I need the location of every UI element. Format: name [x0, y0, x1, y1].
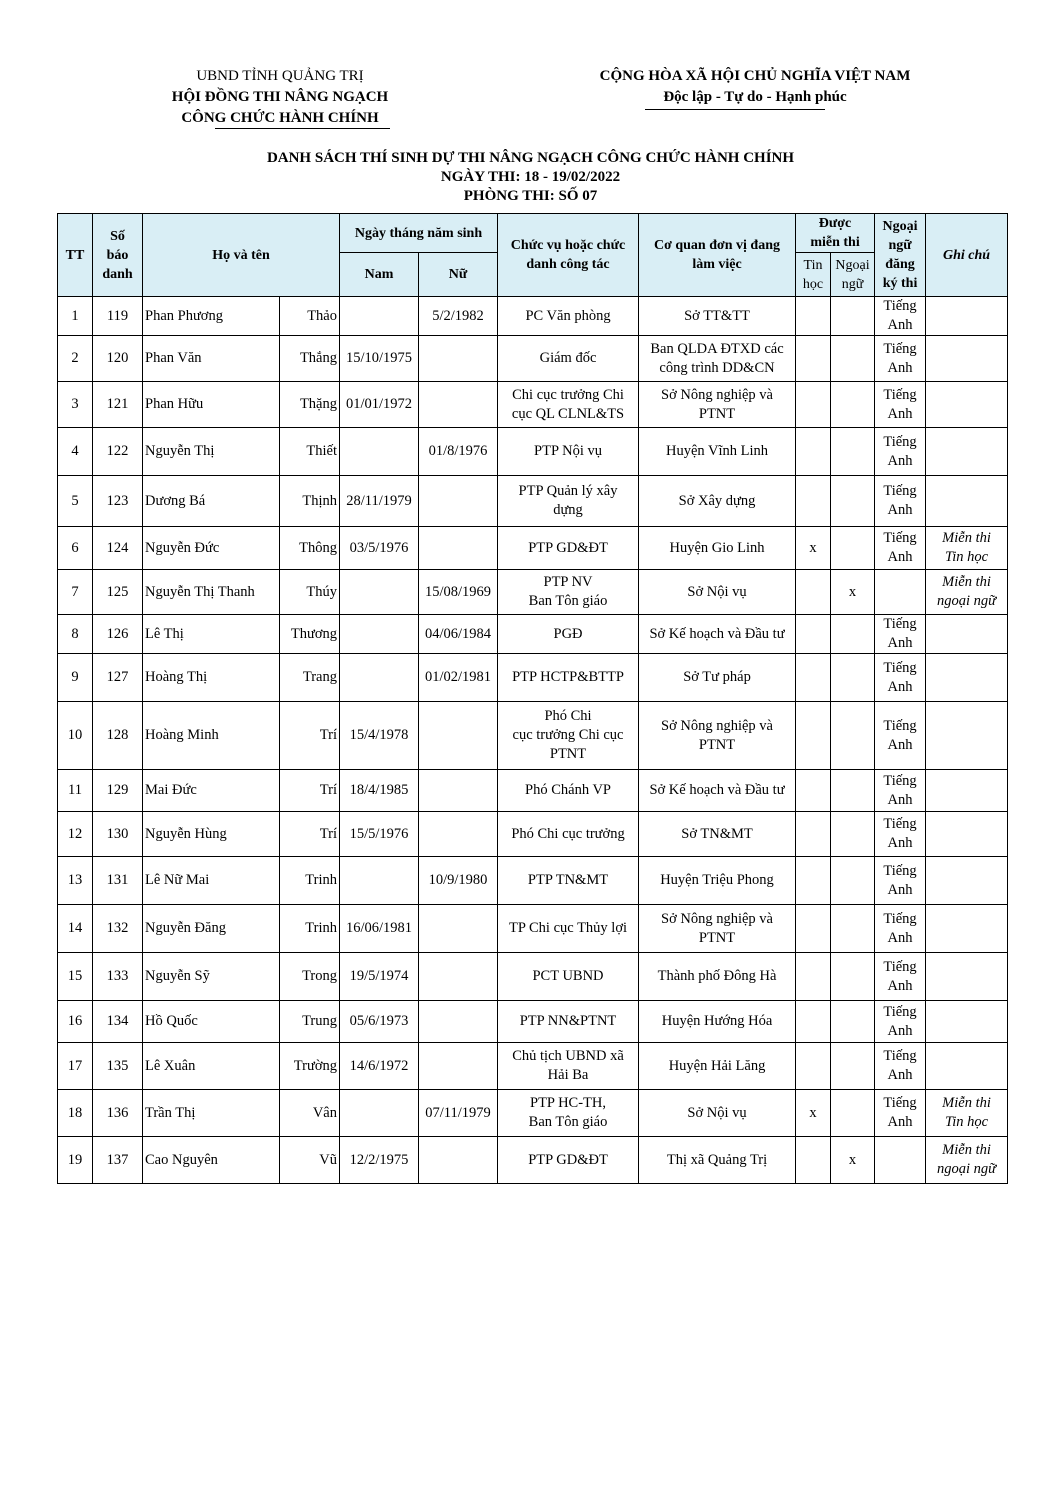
- row-given-name: Trang: [280, 654, 340, 702]
- table-row: [58, 382, 1008, 428]
- row-foreign-lang: Tiếng Anh: [875, 1090, 926, 1137]
- row-sbd: 124: [93, 527, 143, 570]
- col-dob: Ngày tháng năm sinh: [340, 214, 498, 253]
- row-foreign-lang: Tiếng Anh: [875, 905, 926, 953]
- row-exempt-it: x: [796, 527, 831, 570]
- row-note: [926, 428, 1008, 476]
- row-position: PTP GD&ĐT: [498, 1137, 639, 1184]
- table-row: [58, 1001, 1008, 1043]
- row-agency: Sở Nội vụ: [639, 1090, 796, 1137]
- row-note: [926, 953, 1008, 1001]
- row-number: 4: [58, 428, 93, 476]
- row-foreign-lang: Tiếng Anh: [875, 615, 926, 654]
- row-exempt-it: [796, 336, 831, 382]
- row-agency: Huyện Hướng Hóa: [639, 1001, 796, 1043]
- row-agency: Huyện Triệu Phong: [639, 857, 796, 905]
- title-room: PHÒNG THI: SỐ 07: [463, 188, 598, 204]
- row-note: [926, 812, 1008, 857]
- row-note: [926, 702, 1008, 770]
- row-exempt-lang: [831, 476, 875, 527]
- row-exempt-it: [796, 812, 831, 857]
- row-dob-female: 07/11/1979: [419, 1090, 498, 1137]
- motto-underline: [645, 109, 825, 110]
- col-exempt-it: Tin học: [796, 253, 831, 297]
- row-number: 14: [58, 905, 93, 953]
- row-given-name: Trong: [280, 953, 340, 1001]
- table-row: [58, 1043, 1008, 1090]
- row-sbd: 133: [93, 953, 143, 1001]
- national-motto: Độc lập - Tự do - Hạnh phúc: [663, 89, 847, 105]
- row-agency: Sở Tư pháp: [639, 654, 796, 702]
- row-family-name: Hoàng Minh: [143, 702, 280, 770]
- row-sbd: 125: [93, 570, 143, 615]
- row-given-name: Trinh: [280, 857, 340, 905]
- row-agency: Sở Nông nghiệp và PTNT: [639, 702, 796, 770]
- row-note: [926, 654, 1008, 702]
- row-exempt-lang: [831, 905, 875, 953]
- row-number: 7: [58, 570, 93, 615]
- row-foreign-lang: Tiếng Anh: [875, 812, 926, 857]
- row-exempt-lang: [831, 770, 875, 812]
- row-dob-female: 5/2/1982: [419, 297, 498, 336]
- row-dob-male: [340, 570, 419, 615]
- row-note: [926, 1001, 1008, 1043]
- row-position: Phó Chi cục trưởng: [498, 812, 639, 857]
- row-foreign-lang: Tiếng Anh: [875, 1001, 926, 1043]
- row-dob-female: [419, 1137, 498, 1184]
- row-dob-female: [419, 953, 498, 1001]
- row-family-name: Trần Thị: [143, 1090, 280, 1137]
- col-sbd: Số báo danh: [93, 214, 143, 297]
- row-foreign-lang: Tiếng Anh: [875, 654, 926, 702]
- col-agency: Cơ quan đơn vị đang làm việc: [639, 214, 796, 297]
- row-given-name: Thặng: [280, 382, 340, 428]
- row-dob-male: 16/06/1981: [340, 905, 419, 953]
- row-given-name: Thảo: [280, 297, 340, 336]
- row-note: Miễn thi ngoại ngữ: [926, 1137, 1008, 1184]
- row-exempt-it: [796, 857, 831, 905]
- table-row: [58, 428, 1008, 476]
- row-position: PGĐ: [498, 615, 639, 654]
- row-exempt-lang: [831, 1043, 875, 1090]
- row-family-name: Nguyễn Thị: [143, 428, 280, 476]
- row-sbd: 119: [93, 297, 143, 336]
- row-family-name: Nguyễn Hùng: [143, 812, 280, 857]
- row-foreign-lang: Tiếng Anh: [875, 770, 926, 812]
- row-sbd: 127: [93, 654, 143, 702]
- table-body: [58, 297, 1008, 1184]
- row-exempt-lang: [831, 812, 875, 857]
- row-given-name: Vũ: [280, 1137, 340, 1184]
- col-exempt-lang: Ngoại ngữ: [831, 253, 875, 297]
- table-row: [58, 1137, 1008, 1184]
- row-agency: Sở Kế hoạch và Đầu tư: [639, 770, 796, 812]
- row-exempt-lang: [831, 702, 875, 770]
- row-agency: Thành phố Đông Hà: [639, 953, 796, 1001]
- row-sbd: 130: [93, 812, 143, 857]
- row-given-name: Trường: [280, 1043, 340, 1090]
- row-agency: Sở Nông nghiệp và PTNT: [639, 382, 796, 428]
- row-dob-male: 12/2/1975: [340, 1137, 419, 1184]
- row-sbd: 136: [93, 1090, 143, 1137]
- row-given-name: Trinh: [280, 905, 340, 953]
- row-exempt-it: [796, 615, 831, 654]
- col-dob-male: Nam: [340, 253, 419, 297]
- row-exempt-it: [796, 953, 831, 1001]
- row-dob-male: [340, 428, 419, 476]
- row-given-name: Trí: [280, 770, 340, 812]
- row-sbd: 126: [93, 615, 143, 654]
- row-foreign-lang: Tiếng Anh: [875, 702, 926, 770]
- table-row: [58, 953, 1008, 1001]
- row-position: PTP HCTP&BTTP: [498, 654, 639, 702]
- table-row: [58, 615, 1008, 654]
- row-exempt-lang: [831, 336, 875, 382]
- row-foreign-lang: Tiếng Anh: [875, 527, 926, 570]
- row-dob-male: 05/6/1973: [340, 1001, 419, 1043]
- national-header: [560, 66, 950, 108]
- row-foreign-lang: [875, 570, 926, 615]
- col-dob-female: Nữ: [419, 253, 498, 297]
- row-position: Giám đốc: [498, 336, 639, 382]
- row-dob-male: 15/5/1976: [340, 812, 419, 857]
- row-agency: Huyện Gio Linh: [639, 527, 796, 570]
- row-family-name: Dương Bá: [143, 476, 280, 527]
- row-dob-female: [419, 382, 498, 428]
- row-family-name: Hồ Quốc: [143, 1001, 280, 1043]
- row-dob-female: [419, 527, 498, 570]
- row-number: 15: [58, 953, 93, 1001]
- row-position: PC Văn phòng: [498, 297, 639, 336]
- row-number: 9: [58, 654, 93, 702]
- table-row: [58, 857, 1008, 905]
- row-number: 6: [58, 527, 93, 570]
- row-number: 3: [58, 382, 93, 428]
- row-sbd: 122: [93, 428, 143, 476]
- row-agency: Sở TN&MT: [639, 812, 796, 857]
- row-number: 17: [58, 1043, 93, 1090]
- row-note: [926, 1043, 1008, 1090]
- col-tt: TT: [58, 214, 93, 297]
- row-note: [926, 476, 1008, 527]
- row-sbd: 135: [93, 1043, 143, 1090]
- table-row: [58, 527, 1008, 570]
- row-given-name: Thịnh: [280, 476, 340, 527]
- table-row: [58, 654, 1008, 702]
- row-exempt-lang: [831, 527, 875, 570]
- row-agency: Ban QLDA ĐTXD các công trình DD&CN: [639, 336, 796, 382]
- row-exempt-it: x: [796, 1090, 831, 1137]
- row-exempt-lang: [831, 615, 875, 654]
- row-dob-male: 15/10/1975: [340, 336, 419, 382]
- row-dob-male: 14/6/1972: [340, 1043, 419, 1090]
- row-dob-female: 10/9/1980: [419, 857, 498, 905]
- row-position: TP Chi cục Thủy lợi: [498, 905, 639, 953]
- row-dob-male: [340, 1090, 419, 1137]
- row-family-name: Nguyễn Đức: [143, 527, 280, 570]
- row-position: PCT UBND: [498, 953, 639, 1001]
- row-exempt-it: [796, 905, 831, 953]
- row-number: 5: [58, 476, 93, 527]
- row-family-name: Nguyễn Đăng: [143, 905, 280, 953]
- row-number: 19: [58, 1137, 93, 1184]
- row-position: PTP NN&PTNT: [498, 1001, 639, 1043]
- row-exempt-lang: [831, 382, 875, 428]
- row-number: 13: [58, 857, 93, 905]
- row-family-name: Nguyễn Thị Thanh: [143, 570, 280, 615]
- row-sbd: 134: [93, 1001, 143, 1043]
- row-exempt-it: [796, 654, 831, 702]
- row-number: 16: [58, 1001, 93, 1043]
- row-given-name: Trung: [280, 1001, 340, 1043]
- row-agency: Sở Xây dựng: [639, 476, 796, 527]
- col-name: Họ và tên: [143, 214, 340, 297]
- row-position: Phó Chánh VP: [498, 770, 639, 812]
- row-sbd: 120: [93, 336, 143, 382]
- row-family-name: Hoàng Thị: [143, 654, 280, 702]
- row-note: [926, 770, 1008, 812]
- row-foreign-lang: [875, 1137, 926, 1184]
- row-agency: Thị xã Quảng Trị: [639, 1137, 796, 1184]
- table-row: [58, 905, 1008, 953]
- row-given-name: Trí: [280, 812, 340, 857]
- col-position: Chức vụ hoặc chức danh công tác: [498, 214, 639, 297]
- table-row: [58, 297, 1008, 336]
- row-family-name: Phan Phương: [143, 297, 280, 336]
- row-sbd: 132: [93, 905, 143, 953]
- row-dob-male: 03/5/1976: [340, 527, 419, 570]
- row-number: 12: [58, 812, 93, 857]
- row-agency: Huyện Hải Lăng: [639, 1043, 796, 1090]
- row-agency: Huyện Vĩnh Linh: [639, 428, 796, 476]
- row-note: [926, 382, 1008, 428]
- row-foreign-lang: Tiếng Anh: [875, 428, 926, 476]
- row-given-name: Thắng: [280, 336, 340, 382]
- row-exempt-it: [796, 428, 831, 476]
- row-exempt-it: [796, 770, 831, 812]
- row-exempt-lang: [831, 1001, 875, 1043]
- row-family-name: Lê Nữ Mai: [143, 857, 280, 905]
- candidate-table: [57, 213, 1008, 1184]
- row-exempt-it: [796, 1001, 831, 1043]
- row-exempt-it: [796, 1137, 831, 1184]
- row-foreign-lang: Tiếng Anh: [875, 336, 926, 382]
- row-dob-male: 15/4/1978: [340, 702, 419, 770]
- row-foreign-lang: Tiếng Anh: [875, 1043, 926, 1090]
- row-note: [926, 336, 1008, 382]
- row-family-name: Nguyễn Sỹ: [143, 953, 280, 1001]
- row-position: PTP GD&ĐT: [498, 527, 639, 570]
- row-foreign-lang: Tiếng Anh: [875, 476, 926, 527]
- row-family-name: Lê Thị: [143, 615, 280, 654]
- row-given-name: Trí: [280, 702, 340, 770]
- table-row: [58, 1090, 1008, 1137]
- row-exempt-lang: x: [831, 1137, 875, 1184]
- row-sbd: 137: [93, 1137, 143, 1184]
- row-sbd: 128: [93, 702, 143, 770]
- row-dob-male: [340, 654, 419, 702]
- national-title: CỘNG HÒA XÃ HỘI CHỦ NGHĨA VIỆT NAM: [599, 68, 911, 84]
- row-exempt-it: [796, 382, 831, 428]
- row-exempt-lang: [831, 428, 875, 476]
- row-note: [926, 297, 1008, 336]
- table-row: [58, 770, 1008, 812]
- row-foreign-lang: Tiếng Anh: [875, 297, 926, 336]
- table-row: [58, 812, 1008, 857]
- row-agency: Sở TT&TT: [639, 297, 796, 336]
- row-dob-female: 15/08/1969: [419, 570, 498, 615]
- row-note: Miễn thi ngoại ngữ: [926, 570, 1008, 615]
- row-dob-male: [340, 857, 419, 905]
- row-note: [926, 857, 1008, 905]
- row-sbd: 131: [93, 857, 143, 905]
- row-foreign-lang: Tiếng Anh: [875, 953, 926, 1001]
- row-family-name: Phan Hữu: [143, 382, 280, 428]
- row-given-name: Thúy: [280, 570, 340, 615]
- row-sbd: 123: [93, 476, 143, 527]
- row-dob-male: 18/4/1985: [340, 770, 419, 812]
- row-position: Phó Chi cục trưởng Chi cục PTNT: [498, 702, 639, 770]
- table-row: [58, 570, 1008, 615]
- row-sbd: 121: [93, 382, 143, 428]
- row-position: Chủ tịch UBND xã Hải Ba: [498, 1043, 639, 1090]
- row-sbd: 129: [93, 770, 143, 812]
- row-dob-male: 28/11/1979: [340, 476, 419, 527]
- col-note: Ghi chú: [926, 214, 1008, 297]
- issuer-council: HỘI ĐỒNG THI NÂNG NGẠCH: [171, 89, 389, 105]
- issuer-province: UBND TỈNH QUẢNG TRỊ: [196, 68, 364, 84]
- col-foreign-lang: Ngoại ngữ đăng ký thi: [875, 214, 926, 297]
- row-position: PTP HC-TH, Ban Tôn giáo: [498, 1090, 639, 1137]
- row-exempt-it: [796, 297, 831, 336]
- row-agency: Sở Nông nghiệp và PTNT: [639, 905, 796, 953]
- row-given-name: Thông: [280, 527, 340, 570]
- row-agency: Sở Nội vụ: [639, 570, 796, 615]
- table-header: [58, 214, 1008, 297]
- row-exempt-it: [796, 702, 831, 770]
- row-dob-female: [419, 812, 498, 857]
- row-dob-male: 19/5/1974: [340, 953, 419, 1001]
- issuer-council-line2: CÔNG CHỨC HÀNH CHÍNH: [181, 110, 379, 126]
- row-dob-female: [419, 336, 498, 382]
- row-position: PTP Nội vụ: [498, 428, 639, 476]
- row-note: [926, 615, 1008, 654]
- table-row: [58, 476, 1008, 527]
- row-foreign-lang: Tiếng Anh: [875, 382, 926, 428]
- row-position: PTP NV Ban Tôn giáo: [498, 570, 639, 615]
- row-number: 2: [58, 336, 93, 382]
- row-dob-male: [340, 297, 419, 336]
- row-number: 1: [58, 297, 93, 336]
- row-exempt-it: [796, 570, 831, 615]
- row-family-name: Mai Đức: [143, 770, 280, 812]
- row-exempt-lang: [831, 654, 875, 702]
- title-main: DANH SÁCH THÍ SINH DỰ THI NÂNG NGẠCH CÔNG CHỨC HÀNH CHÍNH: [266, 150, 795, 166]
- row-note: Miễn thi Tin học: [926, 1090, 1008, 1137]
- row-dob-female: [419, 905, 498, 953]
- row-exempt-it: [796, 1043, 831, 1090]
- row-number: 11: [58, 770, 93, 812]
- row-exempt-lang: x: [831, 570, 875, 615]
- row-given-name: Thương: [280, 615, 340, 654]
- row-dob-female: [419, 1001, 498, 1043]
- row-dob-female: 01/02/1981: [419, 654, 498, 702]
- row-dob-female: [419, 1043, 498, 1090]
- row-foreign-lang: Tiếng Anh: [875, 857, 926, 905]
- row-position: PTP TN&MT: [498, 857, 639, 905]
- row-dob-male: [340, 615, 419, 654]
- row-dob-male: 01/01/1972: [340, 382, 419, 428]
- row-position: PTP Quản lý xây dựng: [498, 476, 639, 527]
- document-title: [0, 149, 1061, 206]
- row-exempt-lang: [831, 297, 875, 336]
- row-dob-female: [419, 476, 498, 527]
- title-date: NGÀY THI: 18 - 19/02/2022: [440, 169, 621, 185]
- table-row: [58, 702, 1008, 770]
- row-given-name: Thiết: [280, 428, 340, 476]
- row-dob-female: [419, 770, 498, 812]
- table-row: [58, 336, 1008, 382]
- row-family-name: Cao Nguyên: [143, 1137, 280, 1184]
- row-agency: Sở Kế hoạch và Đầu tư: [639, 615, 796, 654]
- col-exempt: Được miễn thi: [796, 214, 875, 253]
- row-exempt-it: [796, 476, 831, 527]
- row-dob-female: 01/8/1976: [419, 428, 498, 476]
- row-exempt-lang: [831, 857, 875, 905]
- row-exempt-lang: [831, 1090, 875, 1137]
- row-note: Miễn thi Tin học: [926, 527, 1008, 570]
- row-dob-female: [419, 702, 498, 770]
- issuer-underline: [215, 128, 390, 129]
- row-note: [926, 905, 1008, 953]
- row-dob-female: 04/06/1984: [419, 615, 498, 654]
- row-given-name: Vân: [280, 1090, 340, 1137]
- row-position: Chi cục trưởng Chi cục QL CLNL&TS: [498, 382, 639, 428]
- row-number: 18: [58, 1090, 93, 1137]
- row-family-name: Phan Văn: [143, 336, 280, 382]
- issuer-header: [130, 66, 430, 129]
- row-number: 8: [58, 615, 93, 654]
- row-family-name: Lê Xuân: [143, 1043, 280, 1090]
- row-exempt-lang: [831, 953, 875, 1001]
- row-number: 10: [58, 702, 93, 770]
